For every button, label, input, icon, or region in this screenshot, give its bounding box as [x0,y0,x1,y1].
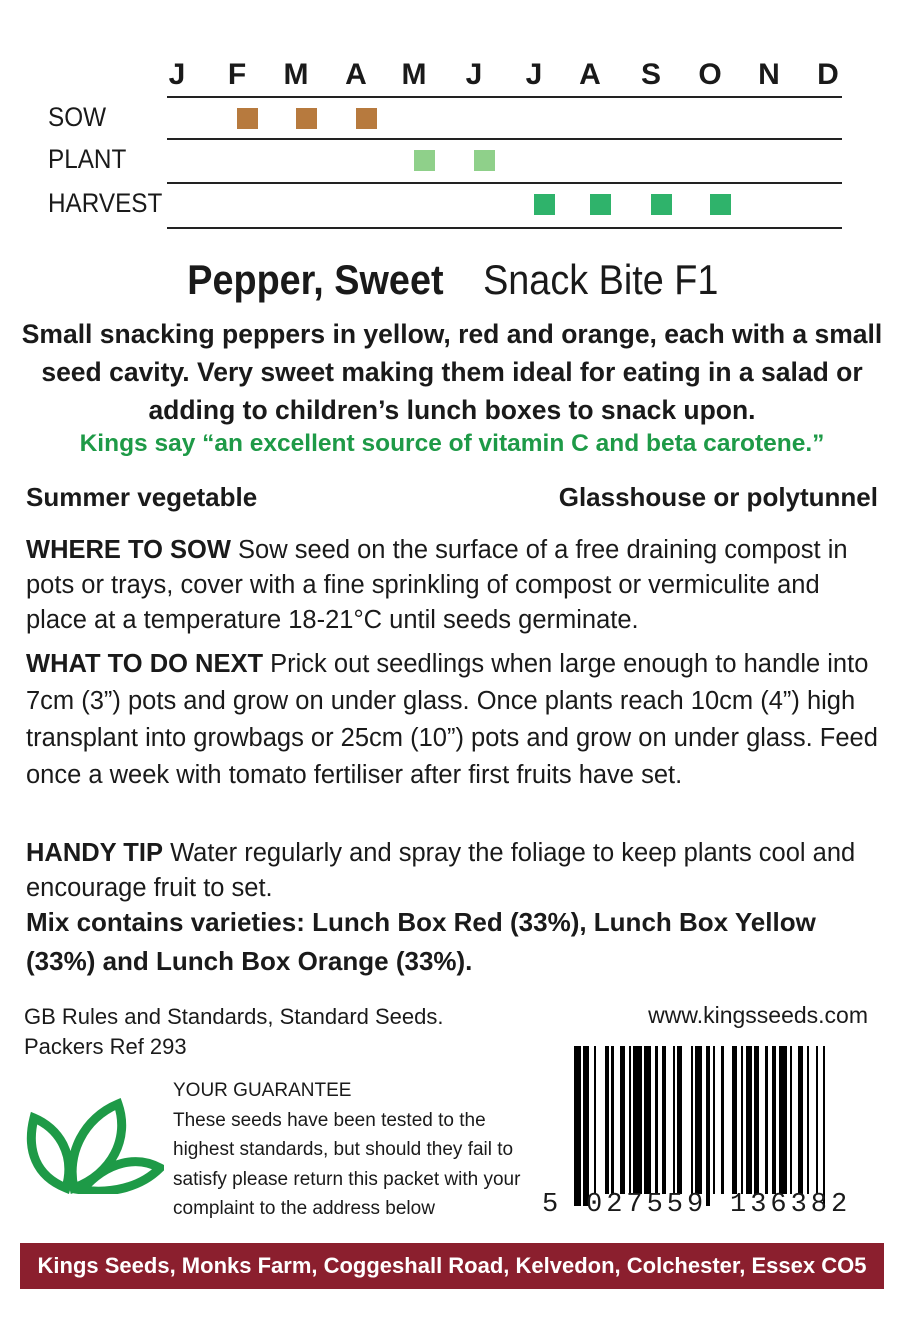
barcode-bar [779,1046,788,1194]
kings-leaf-logo-icon [22,1096,164,1194]
handy-tip-heading: HANDY TIP [26,839,163,867]
barcode-bar [574,1046,581,1206]
month-label: F [227,58,247,91]
what-next-text: Prick out seedlings when large enough to handle into 7cm (3”) pots and grow on under glass. Once plants reach 10cm (4”) high transplant into growbags or 25cm (10”) pots and grow on under glass. Feed once a week with tomato fertiliser after first fruits have set. [26,650,878,789]
barcode-bar [816,1046,818,1194]
barcode-bar [633,1046,642,1194]
mix-contents: Mix contains varieties: Lunch Box Red (33%), Lunch Box Yellow (33%) and Lunch Box Orange (33%). [26,907,816,976]
calendar-divider [167,227,842,229]
barcode-bar [732,1046,736,1194]
barcode-bar [807,1046,809,1194]
calendar-row-label: SOW [48,102,107,132]
calendar-row-plant [0,140,904,182]
calendar-marker [474,150,495,171]
barcode-digits [540,1190,870,1222]
barcode-bar [790,1046,792,1194]
what-next-section [26,646,882,794]
barcode-bar [713,1046,715,1194]
rules-text: GB Rules and Standards, Standard Seeds. [24,1004,444,1029]
calendar-marker [237,108,258,129]
barcode-bar [691,1046,693,1194]
barcode-bar [823,1046,825,1206]
barcode-bar [798,1046,802,1194]
barcode-bar [721,1046,723,1194]
what-next-heading: WHAT TO DO NEXT [26,650,264,678]
packers-ref: Packers Ref 293 [24,1034,187,1059]
barcode-bar [772,1046,776,1194]
barcode-bar [583,1046,590,1206]
sowing-calendar [0,0,904,240]
barcode-bar [695,1046,702,1194]
barcode-bar [746,1046,753,1194]
calendar-row-sow [0,98,904,140]
where-to-sow-section [26,533,882,638]
month-label: S [640,58,661,91]
category-tags [26,482,878,518]
where-to-sow-heading: WHERE TO SOW [26,536,231,564]
product-description: Small snacking peppers in yellow, red and orange, each with a small seed cavity. Very sweet making them ideal for eating in a salad or adding to children’s lunch boxes to snack upon. [21,319,883,425]
handy-tip-section [26,836,882,906]
barcode-bar [644,1046,651,1194]
barcode-bar [706,1046,710,1206]
barcode-bars [574,1046,866,1194]
barcode-bar [673,1046,675,1194]
month-label: D [817,58,839,91]
calendar-row-harvest [0,184,904,226]
calendar-marker [590,194,611,215]
month-label: M [401,58,427,91]
product-title [0,256,904,304]
month-label: A [345,58,367,91]
where-to-sow-text: Sow seed on the surface of a free draining compost in pots or trays, cover with a fine sprinkling of compost or vermiculite and place at a temperature 18-21°C until seeds germinate. [26,536,848,634]
calendar-row-label: PLANT [48,144,127,174]
calendar-marker [710,194,731,215]
barcode-bar [611,1046,613,1194]
barcode-bar [620,1046,624,1194]
barcode-bar [594,1046,596,1194]
month-label: J [525,58,543,91]
barcode-bar [629,1046,631,1194]
calendar-marker [356,108,377,129]
month-label: J [168,58,186,91]
calendar-divider [167,96,842,98]
guarantee-text: These seeds have been tested to the highest standards, but should they fail to satisfy please return this packet with your complaint to the address below [173,1109,521,1219]
month-header [0,58,904,92]
barcode-bar [662,1046,666,1194]
website-link[interactable]: www.kingsseeds.com [648,1002,868,1028]
month-label: J [465,58,483,91]
barcode-first-digit: 5 [542,1190,559,1220]
barcode-bar [655,1046,657,1194]
calendar-divider [167,138,842,140]
calendar-divider [167,182,842,184]
month-label: N [758,58,780,91]
handy-tip-text: Water regularly and spray the foliage to keep plants cool and encourage fruit to set. [26,839,856,902]
calendar-marker [414,150,435,171]
location-tag: Glasshouse or polytunnel [558,482,878,512]
variety-name: Snack Bite F1 [482,256,718,303]
month-label: O [698,58,722,91]
barcode-left-digits: 027559 [586,1190,708,1220]
calendar-marker [534,194,555,215]
barcode-bar [754,1046,758,1194]
kings-quote: Kings say “an excellent source of vitamin C and beta carotene.” [79,430,825,457]
barcode [540,1040,870,1230]
barcode-bar [605,1046,609,1194]
barcode-right-digits: 136382 [730,1190,852,1220]
guarantee-heading: YOUR GUARANTEE [173,1080,352,1101]
barcode-bar [741,1046,743,1194]
address-footer: Kings Seeds, Monks Farm, Coggeshall Road, Kelvedon, Colchester, Essex CO5 9PG [20,1243,884,1289]
barcode-bar [677,1046,681,1194]
calendar-marker [651,194,672,215]
product-name: Pepper, Sweet [187,256,444,303]
month-label: M [283,58,309,91]
season-tag: Summer vegetable [26,482,258,512]
guarantee [173,1076,543,1224]
barcode-bar [765,1046,767,1194]
month-label: A [579,58,601,91]
calendar-row-label: HARVEST [48,188,163,218]
calendar-marker [296,108,317,129]
